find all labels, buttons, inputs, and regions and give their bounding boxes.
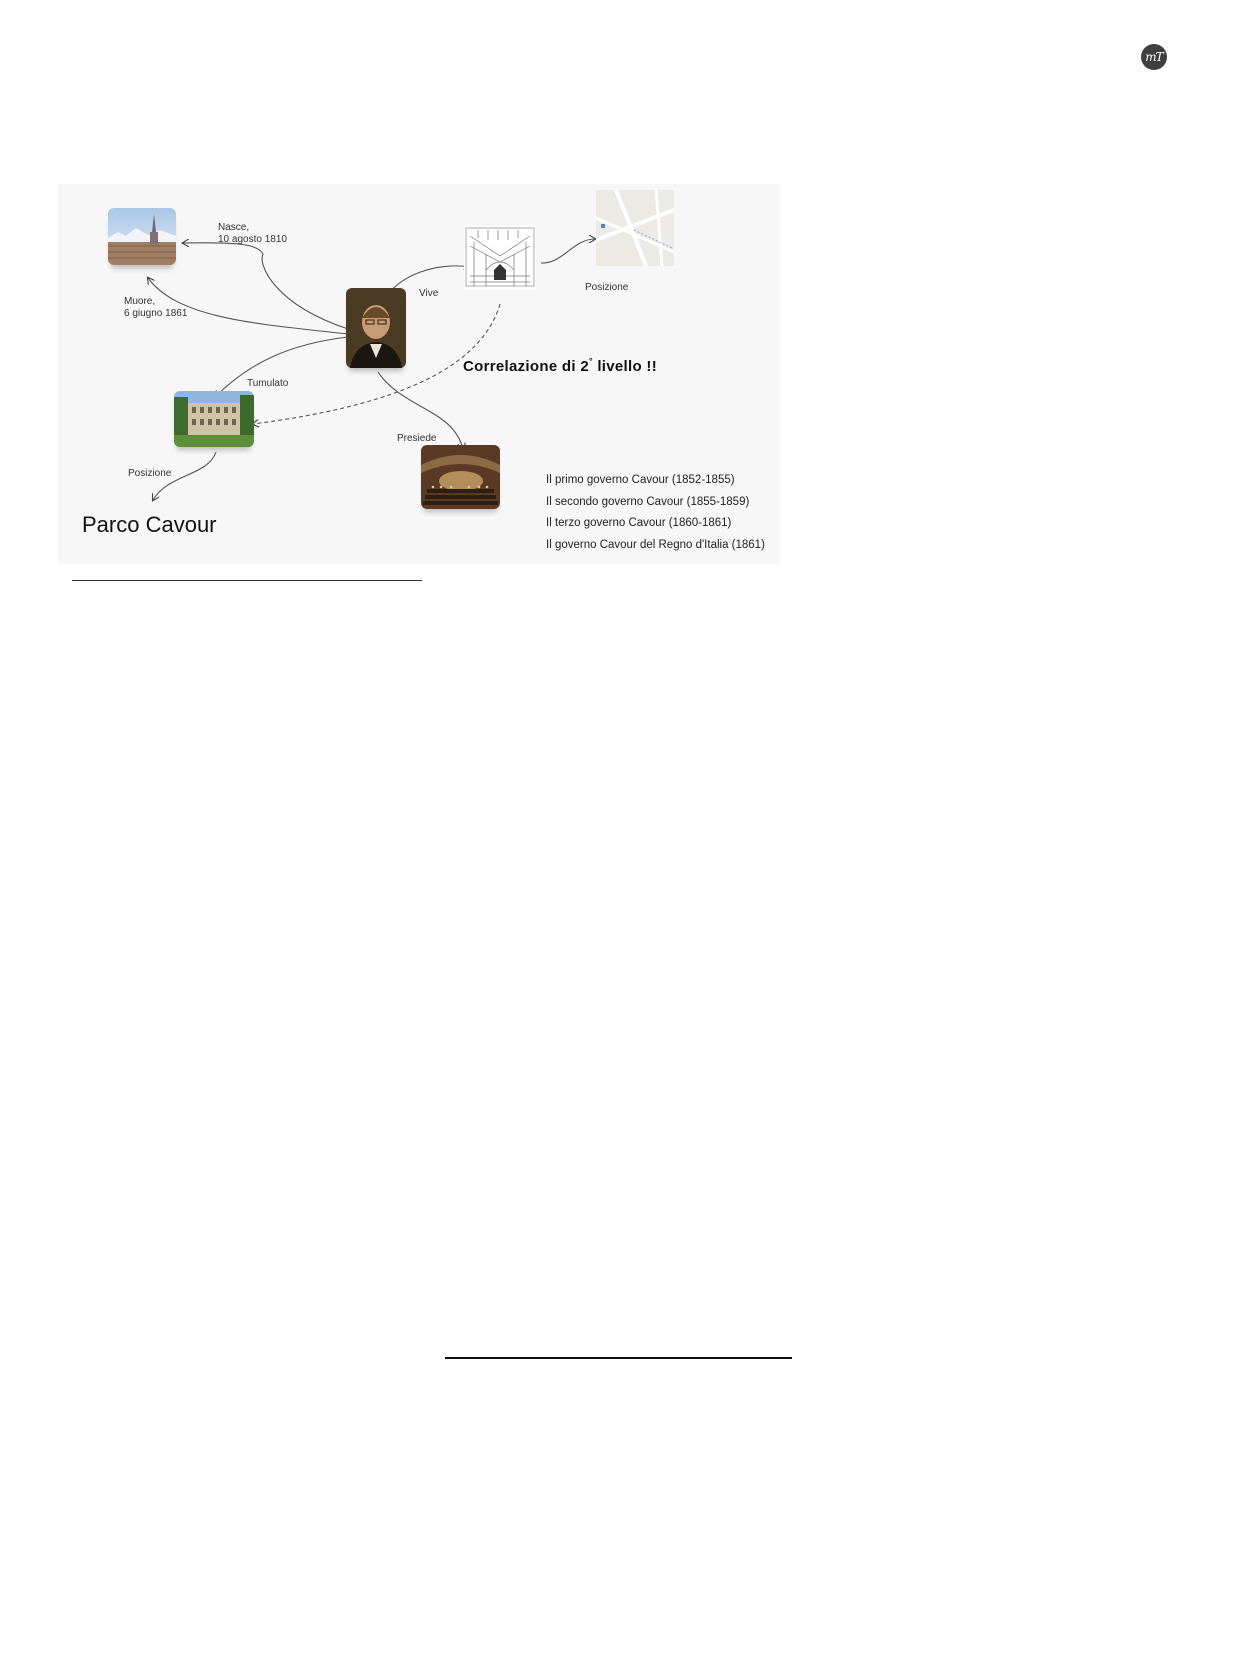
- label-born-date: 10 agosto 1810: [218, 234, 287, 245]
- second-level-text: Correlazione di 2: [463, 358, 589, 375]
- street-map-thumbnail: [596, 190, 674, 266]
- santena-villa-photo: [174, 391, 254, 447]
- label-position-top: Posizione: [585, 282, 629, 293]
- arrow-born: [183, 243, 348, 329]
- governments-list: [546, 470, 765, 556]
- second-level-correlation-note: [463, 358, 657, 375]
- arrow-position-top: [541, 239, 595, 263]
- label-born: [218, 222, 287, 246]
- label-born-line1: Nasce,: [218, 222, 250, 233]
- page-bottom-divider: [445, 1357, 792, 1359]
- list-item: Il primo governo Cavour (1852-1855): [546, 474, 735, 486]
- list-item: Il secondo governo Cavour (1855-1859): [546, 495, 750, 508]
- label-buried: Tumulato: [247, 378, 289, 389]
- palazzo-cavour-engraving: [464, 226, 536, 290]
- degree-sign: °: [588, 356, 593, 366]
- label-position-bottom: Posizione: [128, 468, 172, 479]
- cavour-relation-diagram: [58, 184, 780, 564]
- label-died: [124, 296, 187, 320]
- cavour-portrait: [346, 288, 406, 368]
- list-item: Il terzo governo Cavour (1860-1861): [546, 517, 732, 529]
- label-died-date: 6 giugno 1861: [124, 308, 188, 319]
- label-died-line1: Muore,: [124, 296, 156, 307]
- label-lives: Vive: [419, 288, 439, 299]
- place-name: Parco Cavour: [82, 512, 217, 537]
- footnote-divider: [72, 580, 422, 581]
- list-item: Il governo Cavour del Regno d'Italia (1861): [546, 538, 765, 551]
- parliament-painting: [421, 445, 500, 509]
- label-presides: Presiede: [397, 433, 437, 444]
- mt-logo-icon: mT: [1141, 44, 1167, 70]
- second-level-tail: livello !!: [592, 358, 658, 375]
- turin-skyline-photo: [108, 208, 176, 265]
